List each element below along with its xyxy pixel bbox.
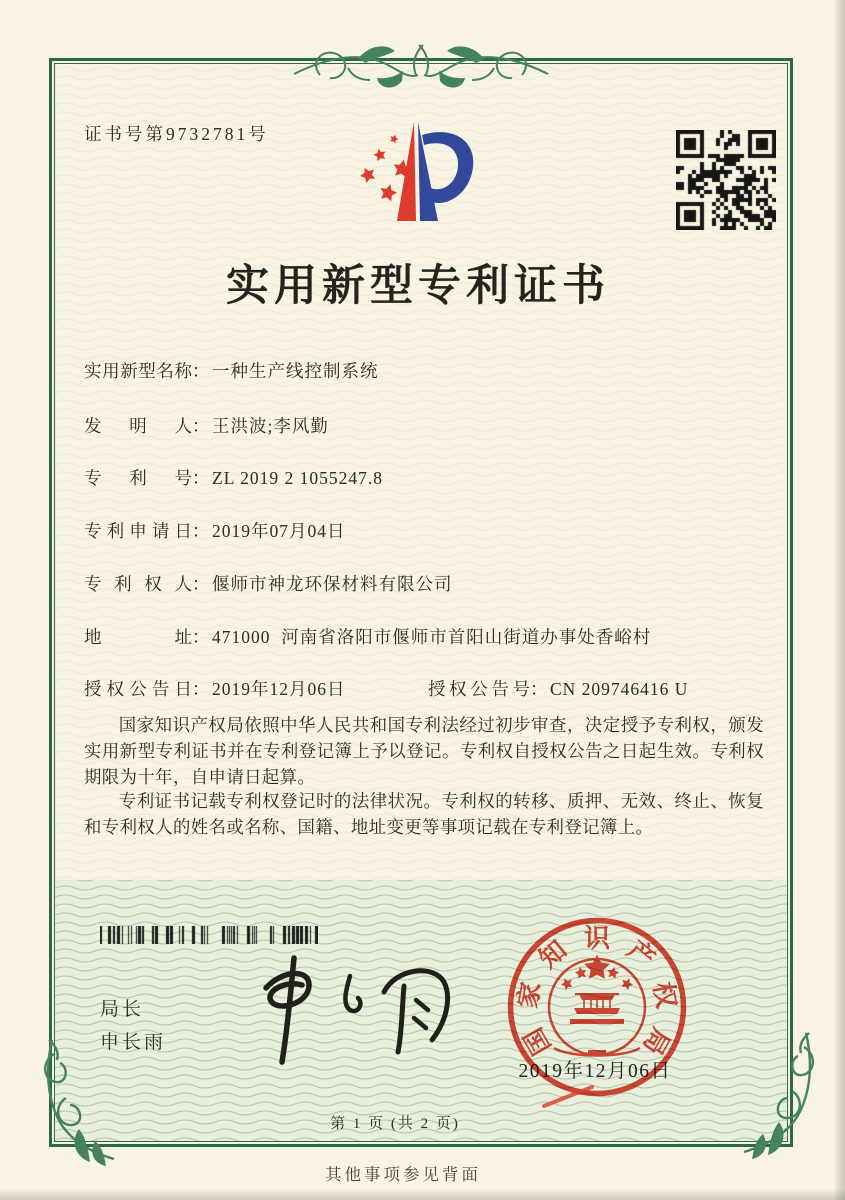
field-label: 地址 bbox=[84, 627, 192, 647]
field-colon: ： bbox=[192, 416, 210, 436]
legal-paragraph-1: 国家知识产权局依照中华人民共和国专利法经过初步审查，决定授予专利权，颁发实用新型专利证书并在专利登记簿上予以登记。专利权自授权公告之日起生效。专利权期限为十年，自申请日起算。 bbox=[84, 715, 764, 787]
qr-code bbox=[676, 130, 776, 230]
certificate-title: 实用新型专利证书 bbox=[226, 263, 610, 310]
field-row-inventors bbox=[84, 413, 784, 438]
svg-text:局: 局 bbox=[637, 1022, 676, 1060]
bottom-right-corner-ornament bbox=[736, 1028, 826, 1164]
field-colon: ： bbox=[192, 679, 210, 699]
field-colon: ： bbox=[192, 521, 210, 541]
cnipa-logo-icon bbox=[352, 118, 478, 228]
svg-text:权: 权 bbox=[647, 979, 681, 1011]
field-row-patentee bbox=[84, 571, 784, 596]
commissioner-name: 申长雨 bbox=[100, 1032, 167, 1053]
certificate-number: 证书号第9732781号 bbox=[84, 124, 269, 144]
field-label: 专利申请日 bbox=[84, 521, 192, 541]
grant-number-label: 授权公告号 bbox=[428, 679, 530, 699]
field-row-address bbox=[84, 624, 784, 649]
bottom-left-corner-ornament bbox=[32, 1038, 122, 1168]
field-colon: ： bbox=[530, 679, 548, 699]
field-value: 一种生产线控制系统 bbox=[212, 361, 379, 381]
top-flourish-ornament bbox=[290, 32, 552, 90]
scan-edge-shadow-bottom bbox=[0, 1189, 845, 1200]
field-value: ZL 2019 2 1055247.8 bbox=[212, 468, 383, 488]
back-side-note: 其他事项参见背面 bbox=[325, 1165, 481, 1184]
grant-number-value: CN 209746416 U bbox=[550, 679, 689, 699]
field-value: 2019年07月04日 bbox=[212, 521, 346, 541]
grant-date-label: 授权公告日 bbox=[84, 679, 192, 699]
field-row-invention-name bbox=[84, 358, 784, 383]
scan-edge-shadow-right bbox=[833, 0, 845, 1200]
svg-text:国: 国 bbox=[518, 1022, 557, 1060]
field-colon: ： bbox=[192, 627, 210, 647]
field-value: 王洪波;李风勤 bbox=[212, 416, 329, 436]
field-colon: ： bbox=[192, 574, 210, 594]
field-value: 471000 河南省洛阳市偃师市首阳山街道办事处香峪村 bbox=[212, 627, 652, 647]
field-label: 专利权人 bbox=[84, 574, 192, 594]
field-label: 专利号 bbox=[84, 468, 192, 488]
svg-text:知: 知 bbox=[533, 935, 573, 974]
field-colon: ： bbox=[192, 468, 210, 488]
official-seal bbox=[496, 906, 698, 1108]
seal-date: 2019年12月06日 bbox=[518, 1061, 672, 1082]
legal-paragraph-2: 专利证书记载专利权登记时的法律状况。专利权的转移、质押、无效、终止、恢复和专利权人的姓名或名称、国籍、地址变更等事项记载在专利登记簿上。 bbox=[84, 791, 764, 837]
svg-text:产: 产 bbox=[621, 935, 661, 974]
field-label: 实用新型名称 bbox=[84, 361, 192, 381]
svg-text:识: 识 bbox=[583, 924, 611, 953]
field-row-grant bbox=[84, 676, 784, 701]
barcode bbox=[100, 926, 318, 944]
signature-autograph bbox=[238, 954, 478, 1066]
page-indicator: 第 1 页 (共 2 页) bbox=[330, 1116, 460, 1132]
national-emblem-icon bbox=[549, 955, 645, 1056]
field-row-filing-date bbox=[84, 518, 784, 543]
red-pen-mark bbox=[536, 1080, 600, 1114]
field-value: 偃师市神龙环保材料有限公司 bbox=[212, 574, 453, 594]
svg-text:家: 家 bbox=[513, 979, 547, 1011]
field-colon: ： bbox=[192, 361, 210, 381]
field-label: 发明人 bbox=[84, 416, 192, 436]
commissioner-title: 局长 bbox=[100, 999, 145, 1020]
logo-p-bowl bbox=[422, 132, 473, 203]
grant-date-value: 2019年12月06日 bbox=[212, 679, 346, 699]
field-row-patent-number bbox=[84, 465, 784, 490]
